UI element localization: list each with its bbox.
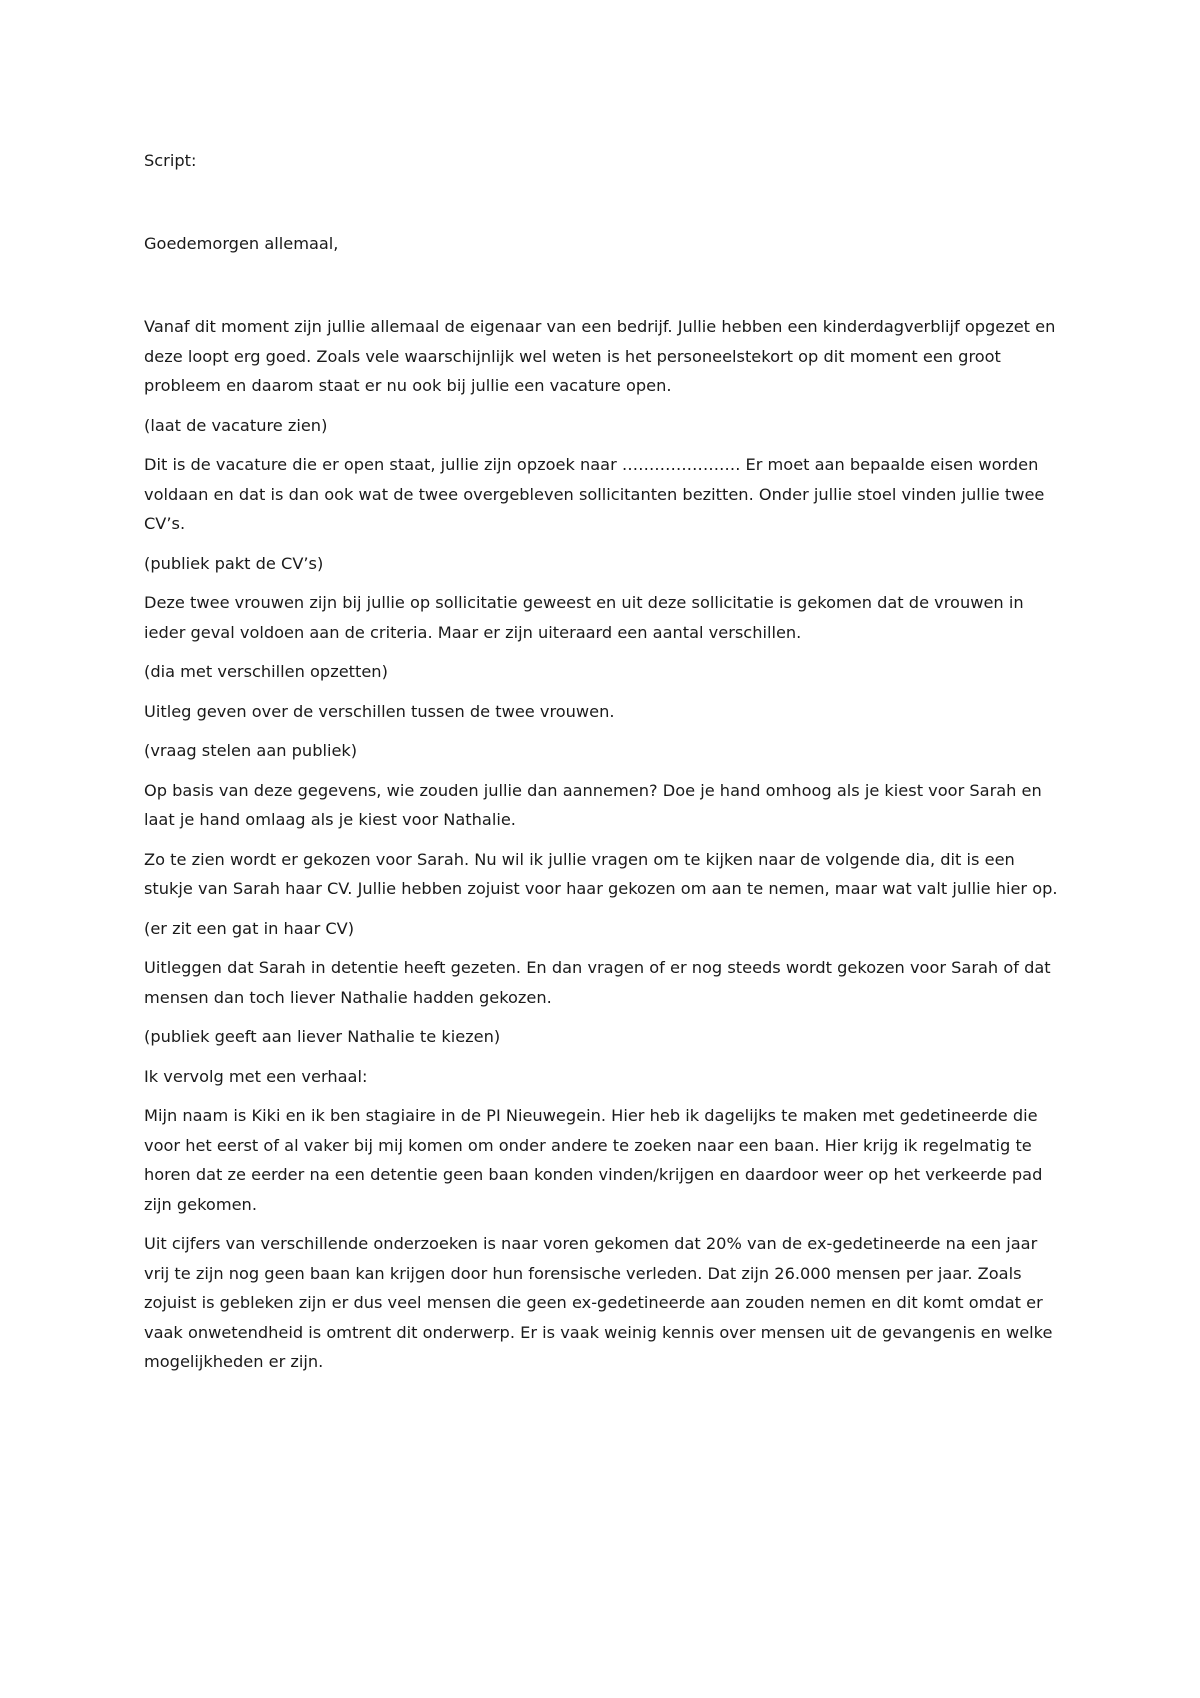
paragraph-cijfers: Uit cijfers van verschillende onderzoeken is naar voren gekomen dat 20% van de ex-gedetineerde na een jaar vrij te zijn nog geen baan kan krijgen door hun forensische verleden. Dat zijn 26.000 mensen per jaar. Zoals zojuist is gebleken zijn er dus veel mensen die geen ex-gedetineerde aan zouden nemen en dit komt omdat er vaak onwetendheid is omtrent dit onderwerp. Er is vaak weinig kennis over mensen uit de gevangenis en welke mogelijkheden er zijn. bbox=[144, 1234, 1053, 1371]
paragraph-verhaal-intro: Ik vervolg met een verhaal: bbox=[144, 1066, 368, 1086]
document-body bbox=[144, 146, 1064, 1387]
paragraph-intro: Vanaf dit moment zijn jullie allemaal de eigenaar van een bedrijf. Jullie hebben een kinderdagverblijf opgezet en deze loopt erg goed. Zoals vele waarschijnlijk wel weten is het personeelstekort op dit moment een groot probleem en daarom staat er nu ook bij jullie een vacature open. bbox=[144, 317, 1056, 395]
paragraph-vraag: Op basis van deze gegevens, wie zouden jullie dan aannemen? Doe je hand omhoog als je kiest voor Sarah en laat je hand omlaag als je kiest voor Nathalie. bbox=[144, 780, 1042, 829]
document-heading: Script: bbox=[144, 151, 197, 170]
stage-direction-vraag: (vraag stelen aan publiek) bbox=[144, 741, 358, 760]
stage-direction-nathalie: (publiek geeft aan liever Nathalie te kiezen) bbox=[144, 1027, 501, 1046]
stage-direction-gat: (er zit een gat in haar CV) bbox=[144, 918, 355, 938]
paragraph-sollicitatie: Deze twee vrouwen zijn bij jullie op sollicitatie geweest en uit deze sollicitatie is gekomen dat de vrouwen in ieder geval voldoen aan de criteria. Maar er zijn uiteraard een aantal verschillen. bbox=[144, 593, 1024, 642]
stage-direction-cvs: (publiek pakt de CV’s) bbox=[144, 553, 324, 573]
paragraph-sarah: Zo te zien wordt er gekozen voor Sarah. Nu wil ik jullie vragen om te kijken naar de volgende dia, dit is een stukje van Sarah haar CV. Jullie hebben zojuist voor haar gekozen om aan te nemen, maar wat valt jullie hier op. bbox=[144, 849, 1058, 898]
stage-direction-dia: (dia met verschillen opzetten) bbox=[144, 662, 388, 681]
paragraph-uitleg: Uitleg geven over de verschillen tussen de twee vrouwen. bbox=[144, 701, 615, 721]
paragraph-kiki: Mijn naam is Kiki en ik ben stagiaire in de PI Nieuwegein. Hier heb ik dagelijks te maken met gedetineerde die voor het eerst of al vaker bij mij komen om onder andere te zoeken naar een baan. Hier krijg ik regelmatig te horen dat ze eerder na een detentie geen baan konden vinden/krijgen en daardoor weer op het verkeerde pad zijn gekomen. bbox=[144, 1106, 1043, 1214]
stage-direction-vacature: (laat de vacature zien) bbox=[144, 415, 328, 435]
paragraph-detentie: Uitleggen dat Sarah in detentie heeft gezeten. En dan vragen of er nog steeds wordt gekozen voor Sarah of dat mensen dan toch liever Nathalie hadden gekozen. bbox=[144, 958, 1051, 1007]
greeting-line: Goedemorgen allemaal, bbox=[144, 233, 339, 253]
paragraph-vacature: Dit is de vacature die er open staat, jullie zijn opzoek naar …………………. Er moet aan bepaalde eisen worden voldaan en dat is dan ook wat de twee overgebleven sollicitanten bezitten. Onder jullie stoel vinden jullie twee CV’s. bbox=[144, 455, 1045, 533]
